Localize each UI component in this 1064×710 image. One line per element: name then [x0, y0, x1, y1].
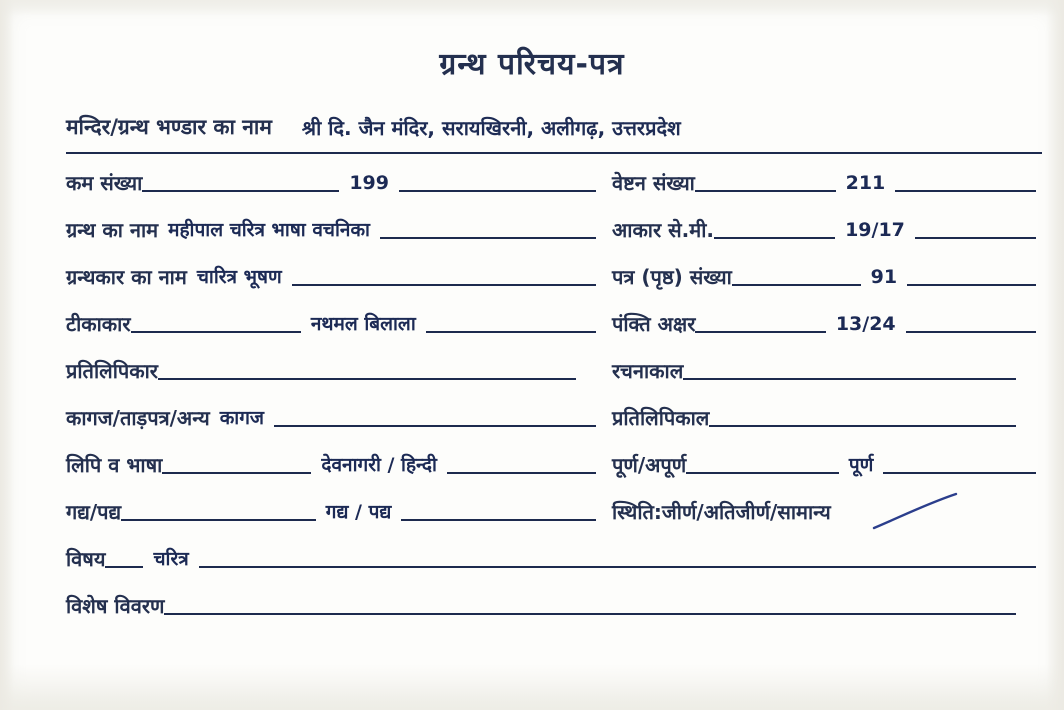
field-value: 19/17: [845, 219, 905, 241]
field-vishesh-vivaran: [66, 581, 1036, 621]
field-rule: [158, 378, 576, 380]
field-rule: [121, 519, 316, 521]
field-granthkar-ka-naam: [66, 252, 596, 292]
paper-edge-bottom: [0, 664, 1064, 710]
field-label: पत्र (पृष्ठ) संख्या: [612, 265, 732, 289]
field-sthiti: [612, 487, 1036, 527]
temple-name-value: श्री दि. जैन मंदिर, सरायखिरनी, अलीगढ़, उत्तरप्रदेश: [301, 115, 681, 140]
field-rule: [732, 284, 861, 286]
field-rule: [274, 425, 596, 427]
field-tikakar: [66, 299, 596, 339]
field-gadya-padya: [66, 487, 596, 527]
field-value: 13/24: [835, 313, 896, 335]
field-pratilipikar: [66, 346, 596, 386]
page-title: ग्रन्थ परिचय-पत्र: [439, 47, 625, 82]
field-value: कागज: [219, 407, 265, 429]
field-value: पूर्ण: [848, 454, 874, 476]
field-rule: [131, 331, 301, 333]
field-kram-sankhya: [66, 158, 596, 198]
field-label: ग्रन्थ का नाम: [66, 218, 159, 242]
field-label: विषय: [66, 547, 106, 571]
field-rule: [164, 613, 1016, 615]
field-value: 91: [870, 266, 898, 288]
temple-name-rule: [66, 152, 1042, 154]
field-patra-sankhya: [612, 252, 1036, 292]
field-rule: [401, 519, 596, 521]
field-label: आकार से.मी.: [612, 218, 714, 242]
field-label: कम संख्या: [66, 171, 143, 195]
field-rule: [695, 331, 825, 333]
field-label: स्थिति:जीर्ण/अतिजीर्ण/सामान्य: [612, 500, 831, 524]
field-rule: [162, 472, 311, 474]
field-label: गद्य/पद्य: [66, 500, 122, 524]
field-rule: [292, 284, 596, 286]
field-rule: [686, 472, 839, 474]
field-value: [576, 381, 596, 386]
field-veshtan-sankhya: [612, 158, 1036, 198]
field-label: प्रतिलिपिकार: [66, 359, 158, 383]
field-value: [1016, 616, 1036, 621]
field-rule: [714, 237, 835, 239]
field-label: विशेष विवरण: [66, 594, 165, 618]
field-label: टीकाकार: [66, 312, 131, 336]
field-rule: [695, 190, 836, 192]
field-value: महीपाल चरित्र भाषा वचनिका: [168, 219, 370, 241]
field-value: देवनागरी / हिन्दी: [321, 454, 437, 476]
field-rule: [683, 378, 1016, 380]
field-purn-apurn: [612, 440, 1036, 480]
paper-edge-left: [0, 0, 14, 710]
field-rule: [142, 190, 339, 192]
field-value: नथमल बिलाला: [310, 313, 416, 335]
field-rule: [907, 284, 1036, 286]
field-label: पूर्ण/अपूर्ण: [612, 453, 687, 477]
field-rule: [426, 331, 596, 333]
field-kagaj-tadpatra-anya: [66, 393, 596, 433]
field-value: चरित्र: [153, 548, 189, 570]
field-rule: [380, 237, 596, 239]
field-aakar-cm: [612, 205, 1036, 245]
field-rule: [895, 190, 1036, 192]
field-label: पंक्ति अक्षर: [612, 312, 696, 336]
field-value: [1016, 381, 1036, 386]
field-label: कागज/ताड़पत्र/अन्य: [66, 406, 210, 430]
field-label: ग्रन्थकार का नाम: [66, 265, 187, 289]
field-value: 211: [845, 172, 886, 194]
field-rule: [447, 472, 596, 474]
field-pratilipikaal: [612, 393, 1036, 433]
field-label: प्रतिलिपिकाल: [612, 406, 710, 430]
field-label: वेष्टन संख्या: [612, 171, 695, 195]
field-value: गद्य / पद्य: [325, 501, 392, 523]
field-value: [1016, 428, 1036, 433]
field-granth-ka-naam: [66, 205, 596, 245]
field-rachnakaal: [612, 346, 1036, 386]
field-rule: [199, 566, 1036, 568]
paper-edge-top: [0, 0, 1064, 16]
field-rule: [399, 190, 596, 192]
field-lipi-va-bhasha: [66, 440, 596, 480]
paper-edge-right: [1046, 0, 1064, 710]
field-rule: [883, 472, 1036, 474]
field-pankti-akshar: [612, 299, 1036, 339]
field-label: लिपि व भाषा: [66, 453, 163, 477]
temple-name-row: [66, 110, 1036, 144]
field-label: रचनाकाल: [612, 359, 684, 383]
field-value: 199: [349, 172, 389, 194]
field-rule: [906, 331, 1036, 333]
field-rule: [105, 566, 143, 568]
field-rule: [709, 425, 1016, 427]
temple-name-label: मन्दिर/ग्रन्थ भण्डार का नाम: [66, 115, 272, 139]
field-rule: [915, 237, 1036, 239]
field-value: चारित्र भूषण: [196, 266, 282, 288]
field-vishay: [66, 534, 1036, 574]
